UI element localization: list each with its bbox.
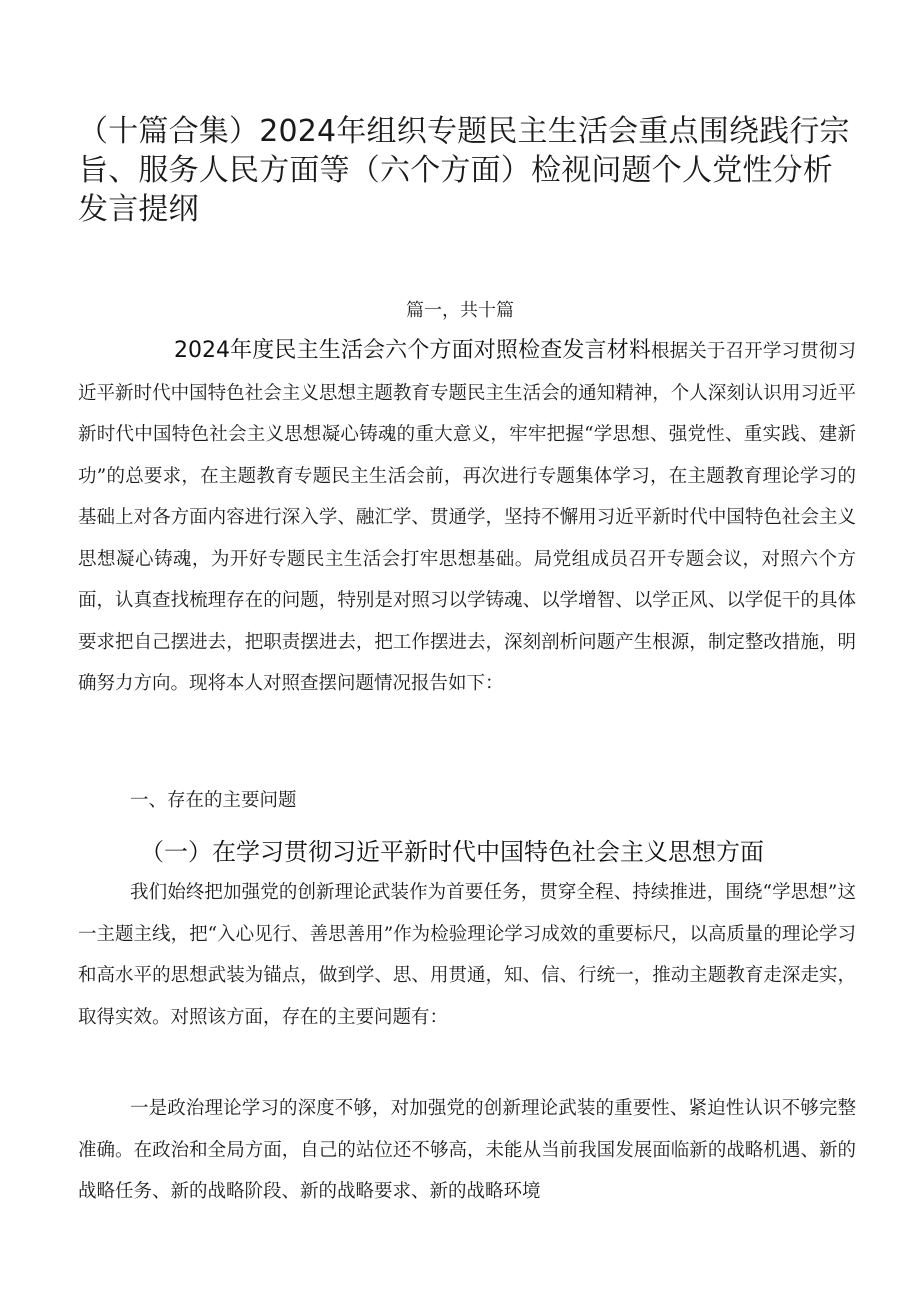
body-paragraph-1: 我们始终把加强党的创新理论武装作为首要任务，贯穿全程、持续推进，围绕“学思想”这一主题主线，把“入心见行、善思善用”作为检验理论学习成效的重要标尺，以高质量的理论学习和高水平的思想武装为锚点，做到学、思、用贯通，知、信、行统一，推动主题教育走深走实，取得实效。对照该方面，存在的主要问题有： xyxy=(78,882,856,1028)
intro-paragraph xyxy=(78,330,856,705)
document-title: （十篇合集）2024年组织专题民主生活会重点围绕践行宗旨、服务人民方面等（六个方面）检视问题个人党性分析发言提纲 xyxy=(78,114,850,227)
body-paragraph-2: 一是政治理论学习的深度不够，对加强党的创新理论武装的重要性、紧迫性认识不够完整准确。在政治和全局方面，自己的站位还不够高，未能从当前我国发展面临新的战略机遇、新的战略任务、新的战略阶段、新的战略要求、新的战略环境 xyxy=(78,1098,856,1202)
intro-lead-heading: 2024年度民主生活会六个方面对照检查发言材料 xyxy=(174,338,651,363)
section-label: 篇一，共十篇 xyxy=(406,300,514,321)
heading-subsection-1: （一）在学习贯彻习近平新时代中国特色社会主义思想方面 xyxy=(140,838,764,866)
heading-main-problems: 一、存在的主要问题 xyxy=(130,790,297,811)
intro-text: 根据关于召开学习贯彻习近平新时代中国特色社会主义思想主题教育专题民主生活会的通知精神，个人深刻认识用习近平新时代中国特色社会主义思想凝心铸魂的重大意义，牢牢把握“学思想、强党性、重实践、建新功”的总要求，在主题教育专题民主生活会前，再次进行专题集体学习，在主题教育理论学习的基础上对各方面内容进行深入学、融汇学、贯通学，坚持不懈用习近平新时代中国特色社会主义思想凝心铸魂，为开好专题民主生活会打牢思想基础。局党组成员召开专题会议，对照六个方面，认真查找梳理存在的问题，特别是对照习以学铸魂、以学增智、以学正风、以学促干的具体要求把自己摆进去，把职责摆进去，把工作摆进去，深刻剖析问题产生根源，制定整改措施，明确努力方向。现将本人对照查摆问题情况报告如下： xyxy=(78,341,856,694)
